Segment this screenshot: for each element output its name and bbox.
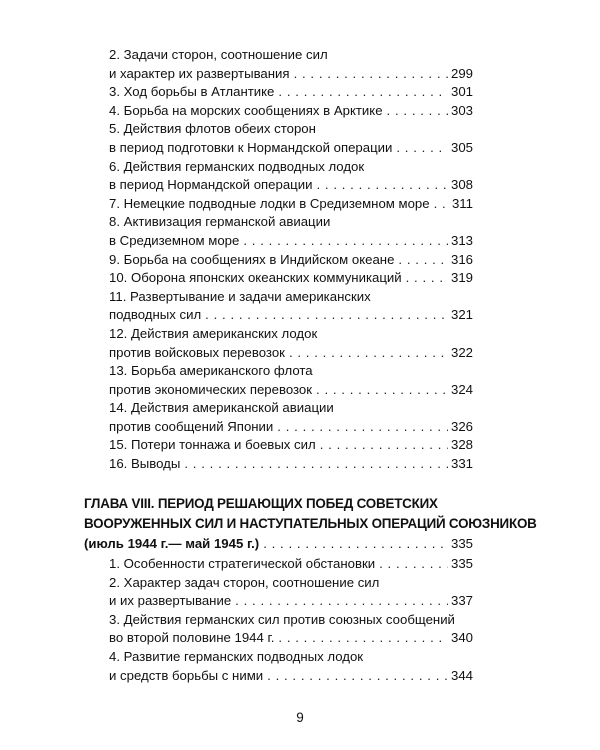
toc-entry (109, 269, 473, 288)
dot-leader (434, 195, 448, 214)
toc-entry-title-cont: и характер их развертывания (109, 65, 290, 81)
toc-entry (109, 362, 473, 399)
toc-entry-title-cont: против экономических перевозок (109, 381, 313, 397)
dot-leader (277, 418, 448, 437)
toc-page-number: 324 (450, 381, 473, 397)
dot-leader (294, 65, 448, 84)
toc-page-number: 305 (450, 139, 473, 155)
toc-entry (109, 611, 473, 648)
toc-page-number: 331 (450, 456, 473, 472)
toc-page-number: 299 (450, 65, 473, 81)
toc-entry-title-cont: подводных сил (109, 307, 202, 323)
toc-page-number: 337 (450, 593, 473, 609)
chapter-title-line: ВООРУЖЕННЫХ СИЛ И НАСТУПАТЕЛЬНЫХ ОПЕРАЦИЙ СОЮЗНИКОВ (84, 516, 537, 532)
toc-page-number: 321 (450, 307, 473, 323)
dot-leader (398, 251, 448, 270)
chapter-title-line: ГЛАВА VIII. ПЕРИОД РЕШАЮЩИХ ПОБЕД СОВЕТСКИХ (84, 496, 438, 511)
toc-entry (109, 195, 473, 214)
toc-page-number: 326 (450, 418, 473, 434)
toc-entry (109, 288, 473, 325)
toc-entry (109, 46, 473, 83)
toc-entry (109, 455, 473, 474)
toc-list-chapter-viii (109, 555, 473, 685)
toc-page-number: 301 (450, 84, 473, 100)
toc-entry (109, 158, 473, 195)
toc-entry-title: 10. Оборона японских океанских коммуникаций (109, 270, 402, 286)
toc-entry-title-cont: в период подготовки к Нормандской операции (109, 139, 393, 155)
dot-leader (316, 176, 448, 195)
dot-leader (289, 344, 448, 363)
toc-page-number: 340 (450, 630, 473, 646)
toc-page-number: 319 (450, 270, 473, 286)
toc-entry-title: 8. Активизация германской авиации (109, 214, 331, 230)
dot-leader (278, 83, 448, 102)
toc-entry-title: 3. Действия германских сил против союзных сообщений (109, 611, 455, 627)
toc-entry-title: 16. Выводы (109, 456, 181, 472)
toc-entry-title: 7. Немецкие подводные лодки в Средиземном море (109, 195, 430, 211)
toc-page-number: 322 (450, 344, 473, 360)
toc-entry-title-cont: против войсковых перевозок (109, 344, 285, 360)
toc-entry-title: 11. Развертывание и задачи американских (109, 288, 371, 304)
chapter-page-number: 335 (450, 536, 473, 552)
toc-entry (109, 213, 473, 250)
dot-leader (184, 455, 448, 474)
toc-page-number: 316 (450, 251, 473, 267)
toc-list-previous-chapter (109, 46, 473, 474)
toc-entry (109, 436, 473, 455)
toc-entry (109, 83, 473, 102)
toc-entry-title: 14. Действия американской авиации (109, 400, 334, 416)
dot-leader (278, 629, 448, 648)
toc-page-number: 328 (450, 437, 473, 453)
page-number: 9 (296, 710, 304, 725)
toc-entry-title: 1. Особенности стратегической обстановки (109, 556, 376, 571)
toc-page-number: 308 (450, 177, 473, 193)
toc-entry (109, 555, 473, 574)
toc-entry (109, 648, 473, 685)
toc-page-number: 311 (451, 195, 473, 211)
dot-leader (406, 269, 448, 288)
toc-entry (109, 574, 473, 611)
toc-page-number: 335 (450, 556, 473, 571)
toc-entry (109, 399, 473, 436)
toc-entry-title-cont: и средств борьбы с ними (109, 667, 264, 683)
toc-entry-title-cont: и их развертывание (109, 593, 232, 609)
toc-entry-title: 9. Борьба на сообщениях в Индийском океане (109, 251, 395, 267)
toc-entry (109, 120, 473, 157)
toc-entry-title: 6. Действия германских подводных лодок (109, 158, 365, 174)
toc-entry-title-cont: во второй половине 1944 г. (109, 630, 275, 646)
dot-leader (205, 306, 448, 325)
toc-entry-title: 12. Действия американских лодок (109, 325, 318, 341)
toc-entry-title: 2. Задачи сторон, соотношение сил (109, 47, 328, 62)
toc-entry-title: 3. Ход борьбы в Атлантике (109, 84, 275, 100)
dot-leader (235, 592, 448, 611)
toc-entry (109, 325, 473, 362)
chapter-heading (84, 494, 537, 553)
toc-entry (109, 102, 473, 121)
toc-entry-title-cont: в период Нормандской операции (109, 177, 313, 193)
dot-leader (387, 102, 448, 121)
dot-leader (267, 667, 448, 686)
toc-entry-title: 2. Характер задач сторон, соотношение сил (109, 574, 380, 590)
toc-entry-title: 4. Развитие германских подводных лодок (109, 648, 364, 664)
dot-leader (379, 555, 448, 574)
toc-entry-title: 5. Действия флотов обеих сторон (109, 121, 316, 137)
dot-leader (316, 381, 448, 400)
toc-entry-title-cont: в Средиземном море (109, 232, 240, 248)
toc-page-number: 313 (450, 232, 473, 248)
dot-leader (243, 232, 448, 251)
dot-leader (320, 436, 448, 455)
toc-entry (109, 251, 473, 270)
toc-entry-title-cont: против сообщений Японии (109, 418, 274, 434)
toc-entry-title: 4. Борьба на морских сообщениях в Арктике (109, 102, 383, 118)
toc-page-number: 303 (450, 102, 473, 118)
toc-entry-title: 13. Борьба американского флота (109, 363, 313, 379)
toc-entry-title: 15. Потери тоннажа и боевых сил (109, 437, 316, 453)
chapter-date-range: (июль 1944 г.— май 1945 г.) (84, 536, 260, 552)
dot-leader (396, 139, 448, 158)
toc-page-number: 344 (450, 667, 473, 683)
dot-leader (263, 534, 448, 553)
